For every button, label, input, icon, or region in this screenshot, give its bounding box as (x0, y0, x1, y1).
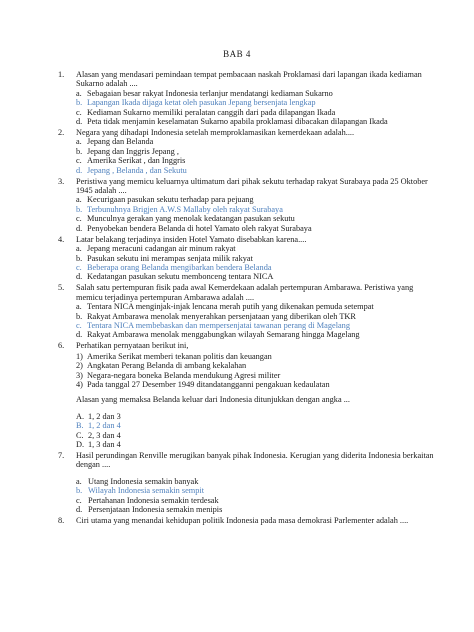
answer-option (76, 302, 438, 311)
question-subtext: Alasan yang memaksa Belanda keluar dari Indonesia ditunjukkan dengan angka ... (76, 395, 350, 405)
statement-text: Amerika Serikat memberi tekanan politis dan keuangan (87, 351, 272, 361)
option-letter: b. (76, 253, 83, 263)
question-number: 1. (58, 70, 65, 79)
answer-option (76, 117, 438, 126)
answer-option (76, 108, 438, 117)
option-letter: c. (76, 107, 82, 117)
answer-option-highlighted (76, 263, 438, 272)
option-letter: a. (76, 88, 82, 98)
statement-text: Negara-negara boneka Belanda mendukung Agresi militer (87, 370, 281, 380)
option-letter: A. (76, 411, 85, 421)
question-number: 4. (58, 234, 65, 244)
question-6 (58, 341, 438, 449)
option-text: Sebagaian besar rakyat Indonesia terlanjur mendatangi kediaman Sukarno (87, 88, 333, 98)
option-letter: b. (76, 311, 83, 321)
option-list (76, 477, 438, 515)
option-text: Kecurigaan pasukan sekutu terhadap para pejuang (87, 195, 254, 205)
question-text: Peristiwa yang memicu keluarnya ultimatum dari pihak sekutu terhadap rakyat Surabaya pada 25 Oktober 1945 adalah .... (76, 176, 430, 196)
question-number: 5. (58, 283, 65, 293)
answer-option (76, 224, 438, 233)
question-8 (58, 516, 438, 525)
answer-option (76, 195, 438, 204)
question-text: Ciri utama yang menandai kehidupan politik Indonesia pada masa demokrasi Parlementer adalah .... (76, 516, 409, 526)
answer-option (76, 214, 438, 223)
option-text: Wilayah Indonesia semakin sempit (88, 486, 205, 496)
option-text: Persenjataan Indonesia semakin menipis (88, 505, 223, 515)
option-text: Amerika Serikat , dan Inggris (87, 156, 186, 166)
option-text: Jepang dan Inggris Jepang , (87, 146, 179, 156)
option-text: Utang Indonesia semakin banyak (88, 476, 199, 486)
statement-number: 3) (76, 370, 83, 380)
option-text: Pasukan sekutu ini merampas senjata milik rakyat (87, 253, 253, 263)
option-letter: d. (76, 165, 83, 175)
statement-item (76, 380, 438, 389)
option-text: 2, 3 dan 4 (88, 430, 121, 440)
option-text: Pertahanan Indonesia semakin terdesak (88, 495, 219, 505)
question-text: Latar belakang terjadinya insiden Hotel Yamato disebabkan karena.... (76, 234, 307, 244)
answer-option (76, 147, 438, 156)
question-7 (58, 451, 438, 514)
option-text: Jepang dan Belanda (87, 137, 154, 147)
option-letter: a. (76, 195, 82, 205)
answer-option (76, 330, 438, 339)
option-letter: b. (76, 98, 83, 108)
question-4 (58, 235, 438, 282)
answer-option (76, 272, 438, 281)
option-text: Rakyat Ambarawa menolak menyerahkan persenjataan yang diberikan oleh TKR (87, 311, 356, 321)
option-letter: d. (76, 223, 83, 233)
option-letter: c. (76, 262, 82, 272)
option-letter: b. (76, 204, 83, 214)
question-text: Hasil perundingan Renville merugikan banyak pihak Indonesia. Kerugian yang diderita Indonesia berkaitan dengan .... (76, 451, 436, 470)
option-letter: a. (76, 476, 82, 486)
statement-number: 4) (76, 379, 83, 389)
option-letter: b. (76, 486, 83, 496)
option-text: Rakyat Ambarawa menolak menggabungkan wilayah Semarang hingga Magelang (87, 330, 360, 340)
option-text: Terbunuhnya Brigjen A.W.S Mallaby oleh rakyat Surabaya (87, 204, 283, 214)
option-text: Jepang meracuni cadangan air minum rakyat (87, 244, 236, 254)
question-number: 7. (58, 451, 65, 460)
answer-option (76, 477, 438, 486)
option-text: Kedatangan pasukan sekutu membonceng tentara NICA (87, 272, 274, 282)
option-text: Penyobekan bendera Belanda di hotel Yamato oleh rakyat Surabaya (87, 223, 312, 233)
answer-option-highlighted (76, 321, 438, 330)
question-2 (58, 128, 438, 175)
option-letter: d. (76, 117, 83, 127)
option-letter: d. (76, 330, 83, 340)
answer-option (76, 254, 438, 263)
option-letter: b. (76, 146, 83, 156)
answer-option (76, 440, 438, 449)
answer-option (76, 156, 438, 165)
answer-option-highlighted (76, 98, 438, 107)
question-3 (58, 177, 438, 233)
option-text: 1, 2 dan 3 (88, 411, 121, 421)
option-text: Kediaman Sukarno memiliki peralatan canggih dari pada dilapangan Ikada (87, 107, 336, 117)
answer-option (76, 89, 438, 98)
option-text: Tentara NICA menginjak-injak lencana merah putih yang dikenakan pemuda setempat (87, 302, 374, 312)
option-letter: a. (76, 137, 82, 147)
answer-option-highlighted (76, 486, 438, 495)
question-number: 2. (58, 128, 65, 138)
document-title: BAB 4 (223, 49, 251, 59)
option-list (76, 412, 438, 450)
statement-number: 1) (76, 351, 83, 361)
answer-option (76, 505, 438, 514)
option-letter: B. (76, 421, 84, 431)
question-number: 8. (58, 516, 65, 526)
answer-option (76, 137, 438, 146)
option-text: Beberapa orang Belanda mengibarkan bendera Belanda (87, 262, 272, 272)
answer-option-highlighted (76, 421, 438, 430)
question-text: Negara yang dihadapi Indonesia setelah memproklamasikan kemerdekaan adalah.... (76, 128, 355, 138)
answer-option (76, 412, 438, 421)
question-list (58, 70, 438, 525)
question-5 (58, 283, 438, 339)
option-list (76, 89, 438, 127)
option-text: Munculnya gerakan yang menolak kedatangan pasukan sekutu (87, 214, 295, 224)
statement-text: Angkatan Perang Belanda di ambang kekalahan (87, 361, 247, 371)
option-text: 1, 3 dan 4 (88, 440, 121, 449)
option-list (76, 302, 438, 340)
question-number: 6. (58, 341, 65, 351)
option-list (76, 195, 438, 233)
option-letter: a. (76, 302, 82, 312)
option-letter: D. (76, 440, 85, 449)
option-letter: d. (76, 505, 83, 515)
answer-option (76, 244, 438, 253)
option-letter: c. (76, 214, 82, 224)
question-1 (58, 70, 438, 126)
statement-item (76, 361, 438, 370)
option-letter: c. (76, 156, 82, 166)
option-letter: d. (76, 272, 83, 282)
option-letter: c. (76, 495, 82, 505)
answer-option (76, 496, 438, 505)
statement-number: 2) (76, 361, 83, 371)
question-text: Alasan yang mendasari pemindaan tempat pembacaan naskah Proklamasi dari lapangan ikada kediaman Sukarno adalah .... (76, 70, 424, 89)
option-letter: c. (76, 320, 82, 330)
question-number: 3. (58, 176, 65, 186)
option-letter: C. (76, 430, 84, 440)
option-text: Lapangan Ikada dijaga ketat oleh pasukan Jepang bersenjata lengkap (87, 98, 316, 108)
statement-list (76, 352, 438, 390)
answer-option-highlighted (76, 205, 438, 214)
option-list (76, 244, 438, 282)
statement-item (76, 352, 438, 361)
answer-option (76, 431, 438, 440)
answer-option (76, 312, 438, 321)
question-text: Salah satu pertempuran fisik pada awal Kemerdekaan adalah pertempuran Ambarawa. Peristiwa yang memicu terjadinya pertempuran Ambarawa adalah .... (76, 283, 416, 302)
option-text: 1, 2 dan 4 (88, 421, 121, 431)
option-text: Peta tidak menjamin keselamatan Sukarno apabila proklamasi dibacakan dilapangan Ikada (87, 117, 388, 127)
option-text: Tentara NICA membebaskan dan mempersenjatai tawanan perang di Magelang (87, 320, 350, 330)
option-letter: a. (76, 244, 82, 254)
statement-item (76, 371, 438, 380)
question-text: Perhatikan pernyataan berikut ini, (76, 341, 189, 351)
answer-option-highlighted (76, 166, 438, 175)
option-text: Jepang , Belanda , dan Sekutu (87, 165, 187, 175)
option-list (76, 137, 438, 175)
statement-text: Pada tanggal 27 Desember 1949 ditandatangganni pengakuan kedaulatan (87, 379, 330, 389)
